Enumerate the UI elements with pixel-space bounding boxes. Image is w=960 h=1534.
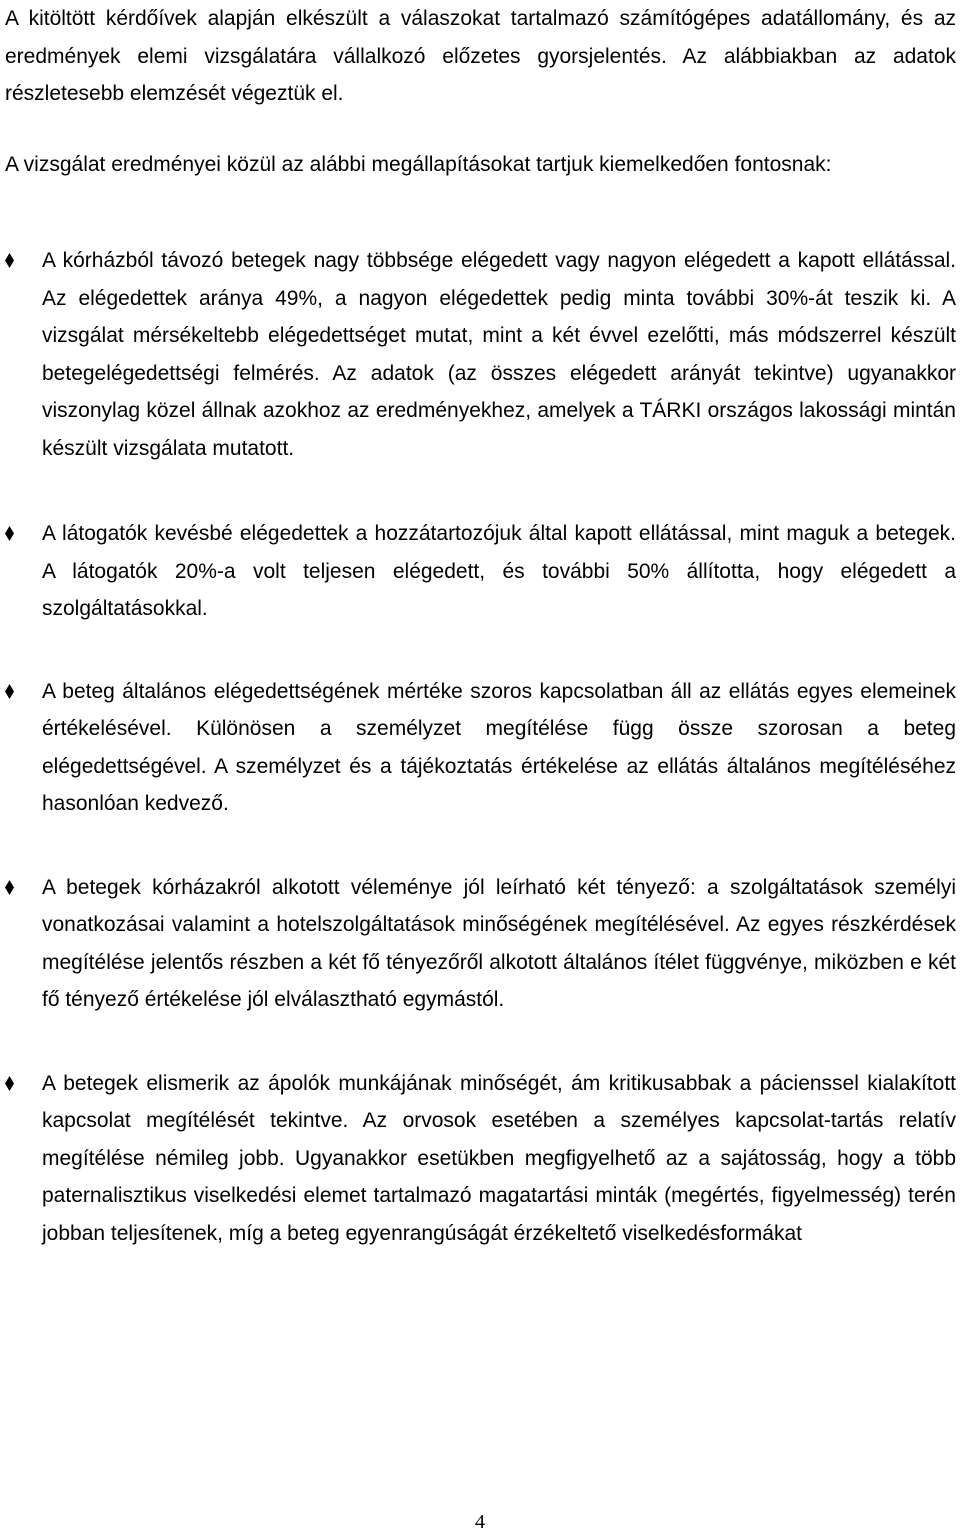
page-number: 4 (475, 1511, 485, 1533)
bullet-text: A betegek kórházakról alkotott véleménye jól leírható két tényező: a szolgáltatások személyi vonatkozásai valamint a hotelszolgáltatások minőségének megítélésével. Az egyes részkérdések megítélése jelentős részben a két fő tényezőről alkotott általános ítélet függvénye, miközben e két fő tényező értékelése jól elválasztható egymástól. (42, 875, 956, 1011)
diamond-bullet-icon (5, 526, 14, 541)
bullet-text: A kórházból távozó betegek nagy többsége elégedett vagy nagyon elégedett a kapott ellátással. Az elégedettek aránya 49%, a nagyon elégedettek pedig minta további 30%-át teszik ki. A vizsgálat mérsékeltebb elégedettséget mutat, mint a két évvel ezelőtti, más módszerrel készült betegelégedettségi felmérés. Az adatok (az összes elégedett arányát tekintve) ugyanakkor viszonylag közel állnak azokhoz az eredményekhez, amelyek a TÁRKI országos lakossági mintán készült vizsgálata mutatott. (42, 249, 956, 460)
bullet-text: A látogatók kevésbé elégedettek a hozzátartozójuk által kapott ellátással, mint maguk a betegek. A látogatók 20%-a volt teljesen elégedett, és további 50% állította, hogy elégedett a szolgáltatásokkal. (42, 522, 956, 620)
list-item (5, 515, 956, 628)
diamond-bullet-icon (5, 684, 14, 699)
findings-list (5, 242, 956, 1252)
diamond-bullet-icon (5, 880, 14, 895)
list-item (5, 242, 956, 467)
list-item (5, 673, 956, 823)
list-item (5, 1065, 956, 1253)
bullet-text: A betegek elismerik az ápolók munkájának minőségét, ám kritikusabbak a pácienssel kialakított kapcsolat megítélését tekintve. Az orvosok esetében a személyes kapcsolat-tartás relatív megítélése némileg jobb. Ugyanakkor esetükben megfigyelhető az a sajátosság, hogy a több paternalisztikus viselkedési elemet tartalmazó magatartási minták (megértés, figyelmesség) terén jobban teljesítenek, míg a beteg egyenrangúságát érzékeltető viselkedésformákat (42, 1071, 956, 1245)
intro-paragraph: A kitöltött kérdőívek alapján elkészült a válaszokat tartalmazó számítógépes adatállomány, és az eredmények elemi vizsgálatára vállalkozó előzetes gyorsjelentés. Az alábbiakban az adatok részletesebb elemzését végeztük el. (5, 7, 956, 105)
document-page (5, 0, 956, 1252)
diamond-bullet-icon (5, 253, 14, 268)
bullet-text: A beteg általános elégedettségének mértéke szoros kapcsolatban áll az ellátás egyes elemeinek értékelésével. Különösen a személyzet megítélése függ össze szorosan a beteg elégedettségével. A személyzet és a tájékoztatás értékelése az ellátás általános megítéléséhez hasonlóan kedvező. (42, 679, 956, 815)
findings-lead-paragraph: A vizsgálat eredményei közül az alábbi megállapításokat tartjuk kiemelkedően fontosnak: (5, 152, 832, 176)
list-item (5, 869, 956, 1019)
diamond-bullet-icon (5, 1076, 14, 1091)
